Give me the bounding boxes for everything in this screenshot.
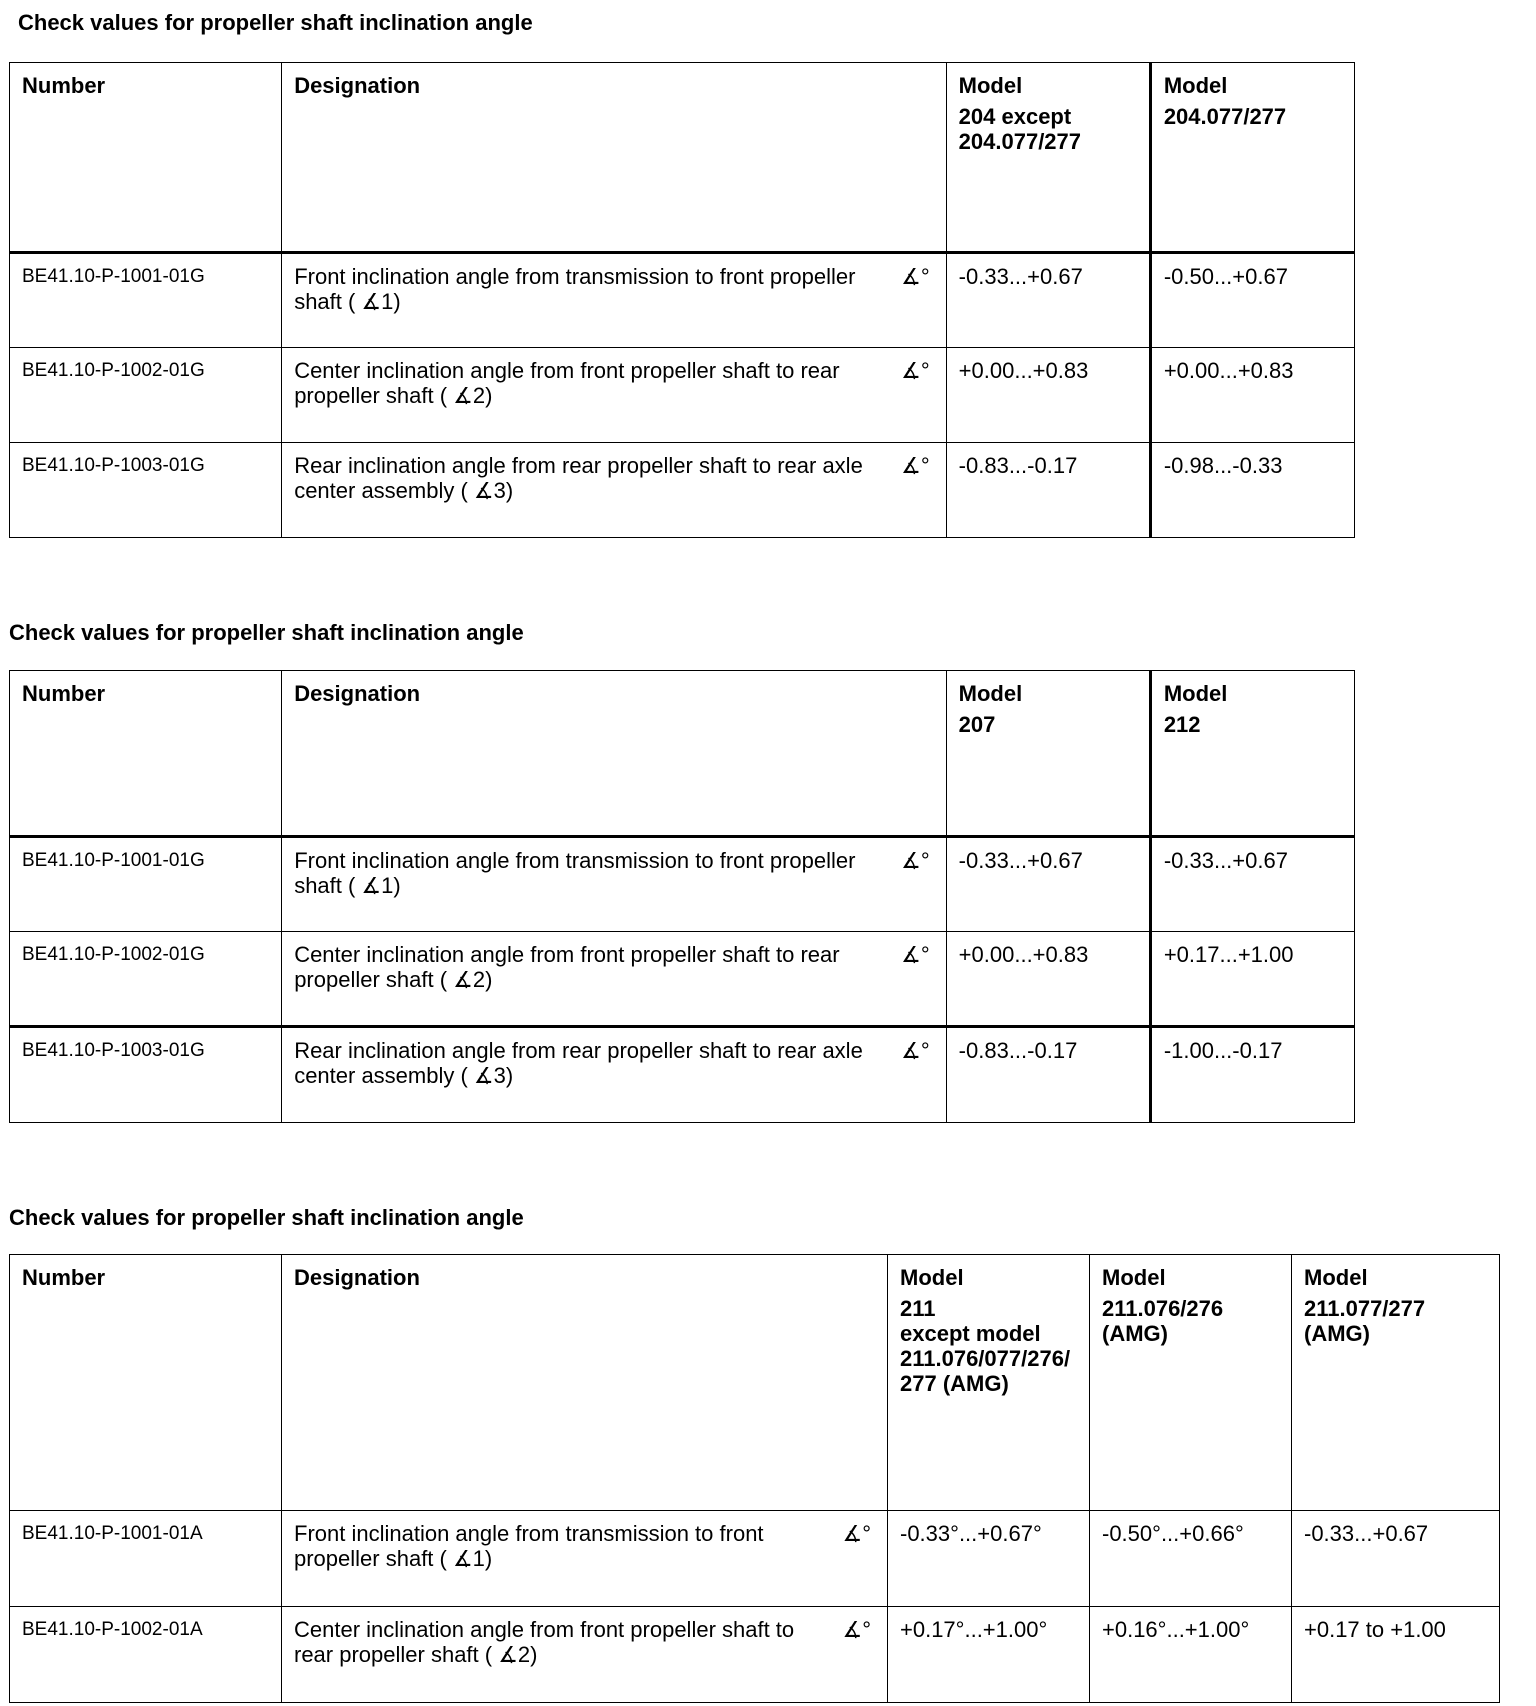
header-designation: Designation [282,63,946,253]
row-designation [282,1027,946,1123]
row-value: -0.33...+0.67 [1292,1511,1500,1607]
row-number: BE41.10-P-1003-01G [10,1027,282,1123]
model-code: 211.076/077/276/ [900,1346,1071,1371]
designation-text: Front inclination angle from transmission to front propeller shaft ( ∡1) [294,1521,764,1571]
model-code: except model [900,1321,1041,1346]
row-designation [282,348,946,443]
header-number: Number [10,1255,282,1511]
designation-text: Rear inclination angle from rear propeller shaft to rear axle center assembly ( ∡3) [294,1038,863,1088]
angle-degree-icon: ∡° [901,453,930,478]
angle-degree-icon: ∡° [901,848,930,873]
model-code: 204.077/277 [1163,104,1287,129]
row-designation [282,837,946,932]
table-row [10,932,1355,1027]
designation-text: Center inclination angle from front propeller shaft to rear propeller shaft ( ∡2) [294,1617,795,1667]
designation-text: Front inclination angle from transmission to front propeller shaft ( ∡1) [294,848,856,898]
header-model [888,1255,1090,1511]
row-designation [282,932,946,1027]
model-code: (AMG) [1102,1321,1168,1346]
row-value: +0.00...+0.83 [946,932,1150,1027]
model-code: 207 [958,712,996,737]
row-value: -0.33°...+0.67° [888,1511,1090,1607]
row-value: +0.00...+0.83 [946,348,1150,443]
row-value: -0.98...-0.33 [1150,443,1354,538]
angle-degree-icon: ∡° [901,1038,930,1063]
row-designation [282,443,946,538]
row-number: BE41.10-P-1001-01G [10,837,282,932]
row-number: BE41.10-P-1002-01G [10,348,282,443]
inclination-table-1 [9,62,1355,538]
angle-degree-icon: ∡° [842,1617,871,1642]
table-row [10,1027,1355,1123]
table-header-row [10,1255,1500,1511]
inclination-table-3 [9,1254,1500,1703]
table-header-row [10,671,1355,837]
table-header-row [10,63,1355,253]
table-row [10,253,1355,348]
section-3-heading: Check values for propeller shaft inclination angle [9,1205,524,1230]
header-model [1090,1255,1292,1511]
row-value: -1.00...-0.17 [1150,1027,1354,1123]
model-label: Model [1163,681,1228,706]
row-value: +0.16°...+1.00° [1090,1607,1292,1703]
designation-text: Rear inclination angle from rear propeller shaft to rear axle center assembly ( ∡3) [294,453,863,503]
header-model [1150,63,1354,253]
header-number: Number [10,63,282,253]
model-code: 204.077/277 [958,129,1082,154]
header-designation: Designation [282,1255,888,1511]
row-value: -0.50...+0.67 [1150,253,1354,348]
model-label: Model [1163,73,1228,98]
row-value: +0.17...+1.00 [1150,932,1354,1027]
angle-degree-icon: ∡° [901,358,930,383]
table-row [10,1607,1500,1703]
row-value: -0.83...-0.17 [946,443,1150,538]
row-designation [282,1511,888,1607]
angle-degree-icon: ∡° [901,942,930,967]
designation-text: Center inclination angle from front propeller shaft to rear propeller shaft ( ∡2) [294,358,840,408]
angle-degree-icon: ∡° [842,1521,871,1546]
section-1-heading: Check values for propeller shaft inclination angle [18,10,533,35]
designation-text: Front inclination angle from transmission to front propeller shaft ( ∡1) [294,264,856,314]
row-designation [282,253,946,348]
inclination-table-2 [9,670,1355,1123]
row-value: -0.50°...+0.66° [1090,1511,1292,1607]
model-code: 277 (AMG) [900,1371,1009,1396]
row-value: -0.83...-0.17 [946,1027,1150,1123]
header-number: Number [10,671,282,837]
model-label: Model [958,681,1023,706]
model-label: Model [1304,1265,1368,1290]
row-value: -0.33...+0.67 [1150,837,1354,932]
row-value: +0.17 to +1.00 [1292,1607,1500,1703]
model-label: Model [900,1265,964,1290]
row-value: +0.17°...+1.00° [888,1607,1090,1703]
table-row [10,837,1355,932]
model-label: Model [1102,1265,1166,1290]
model-code: 211.077/277 [1304,1296,1426,1321]
model-label: Model [958,73,1023,98]
row-number: BE41.10-P-1002-01G [10,932,282,1027]
model-code: 211 [900,1296,936,1321]
row-value: -0.33...+0.67 [946,253,1150,348]
angle-degree-icon: ∡° [901,264,930,289]
model-code: 212 [1163,712,1201,737]
row-designation [282,1607,888,1703]
row-value: +0.00...+0.83 [1150,348,1354,443]
header-model [1292,1255,1500,1511]
row-number: BE41.10-P-1001-01A [10,1511,282,1607]
table-row [10,348,1355,443]
section-2-heading: Check values for propeller shaft inclination angle [9,620,524,645]
table-row [10,443,1355,538]
model-code: (AMG) [1304,1321,1370,1346]
model-code: 204 except [958,104,1072,129]
header-designation: Designation [282,671,946,837]
header-model [946,63,1150,253]
row-number: BE41.10-P-1001-01G [10,253,282,348]
row-number: BE41.10-P-1003-01G [10,443,282,538]
model-code: 211.076/276 [1102,1296,1224,1321]
row-number: BE41.10-P-1002-01A [10,1607,282,1703]
header-model [1150,671,1354,837]
header-model [946,671,1150,837]
designation-text: Center inclination angle from front propeller shaft to rear propeller shaft ( ∡2) [294,942,840,992]
row-value: -0.33...+0.67 [946,837,1150,932]
table-row [10,1511,1500,1607]
